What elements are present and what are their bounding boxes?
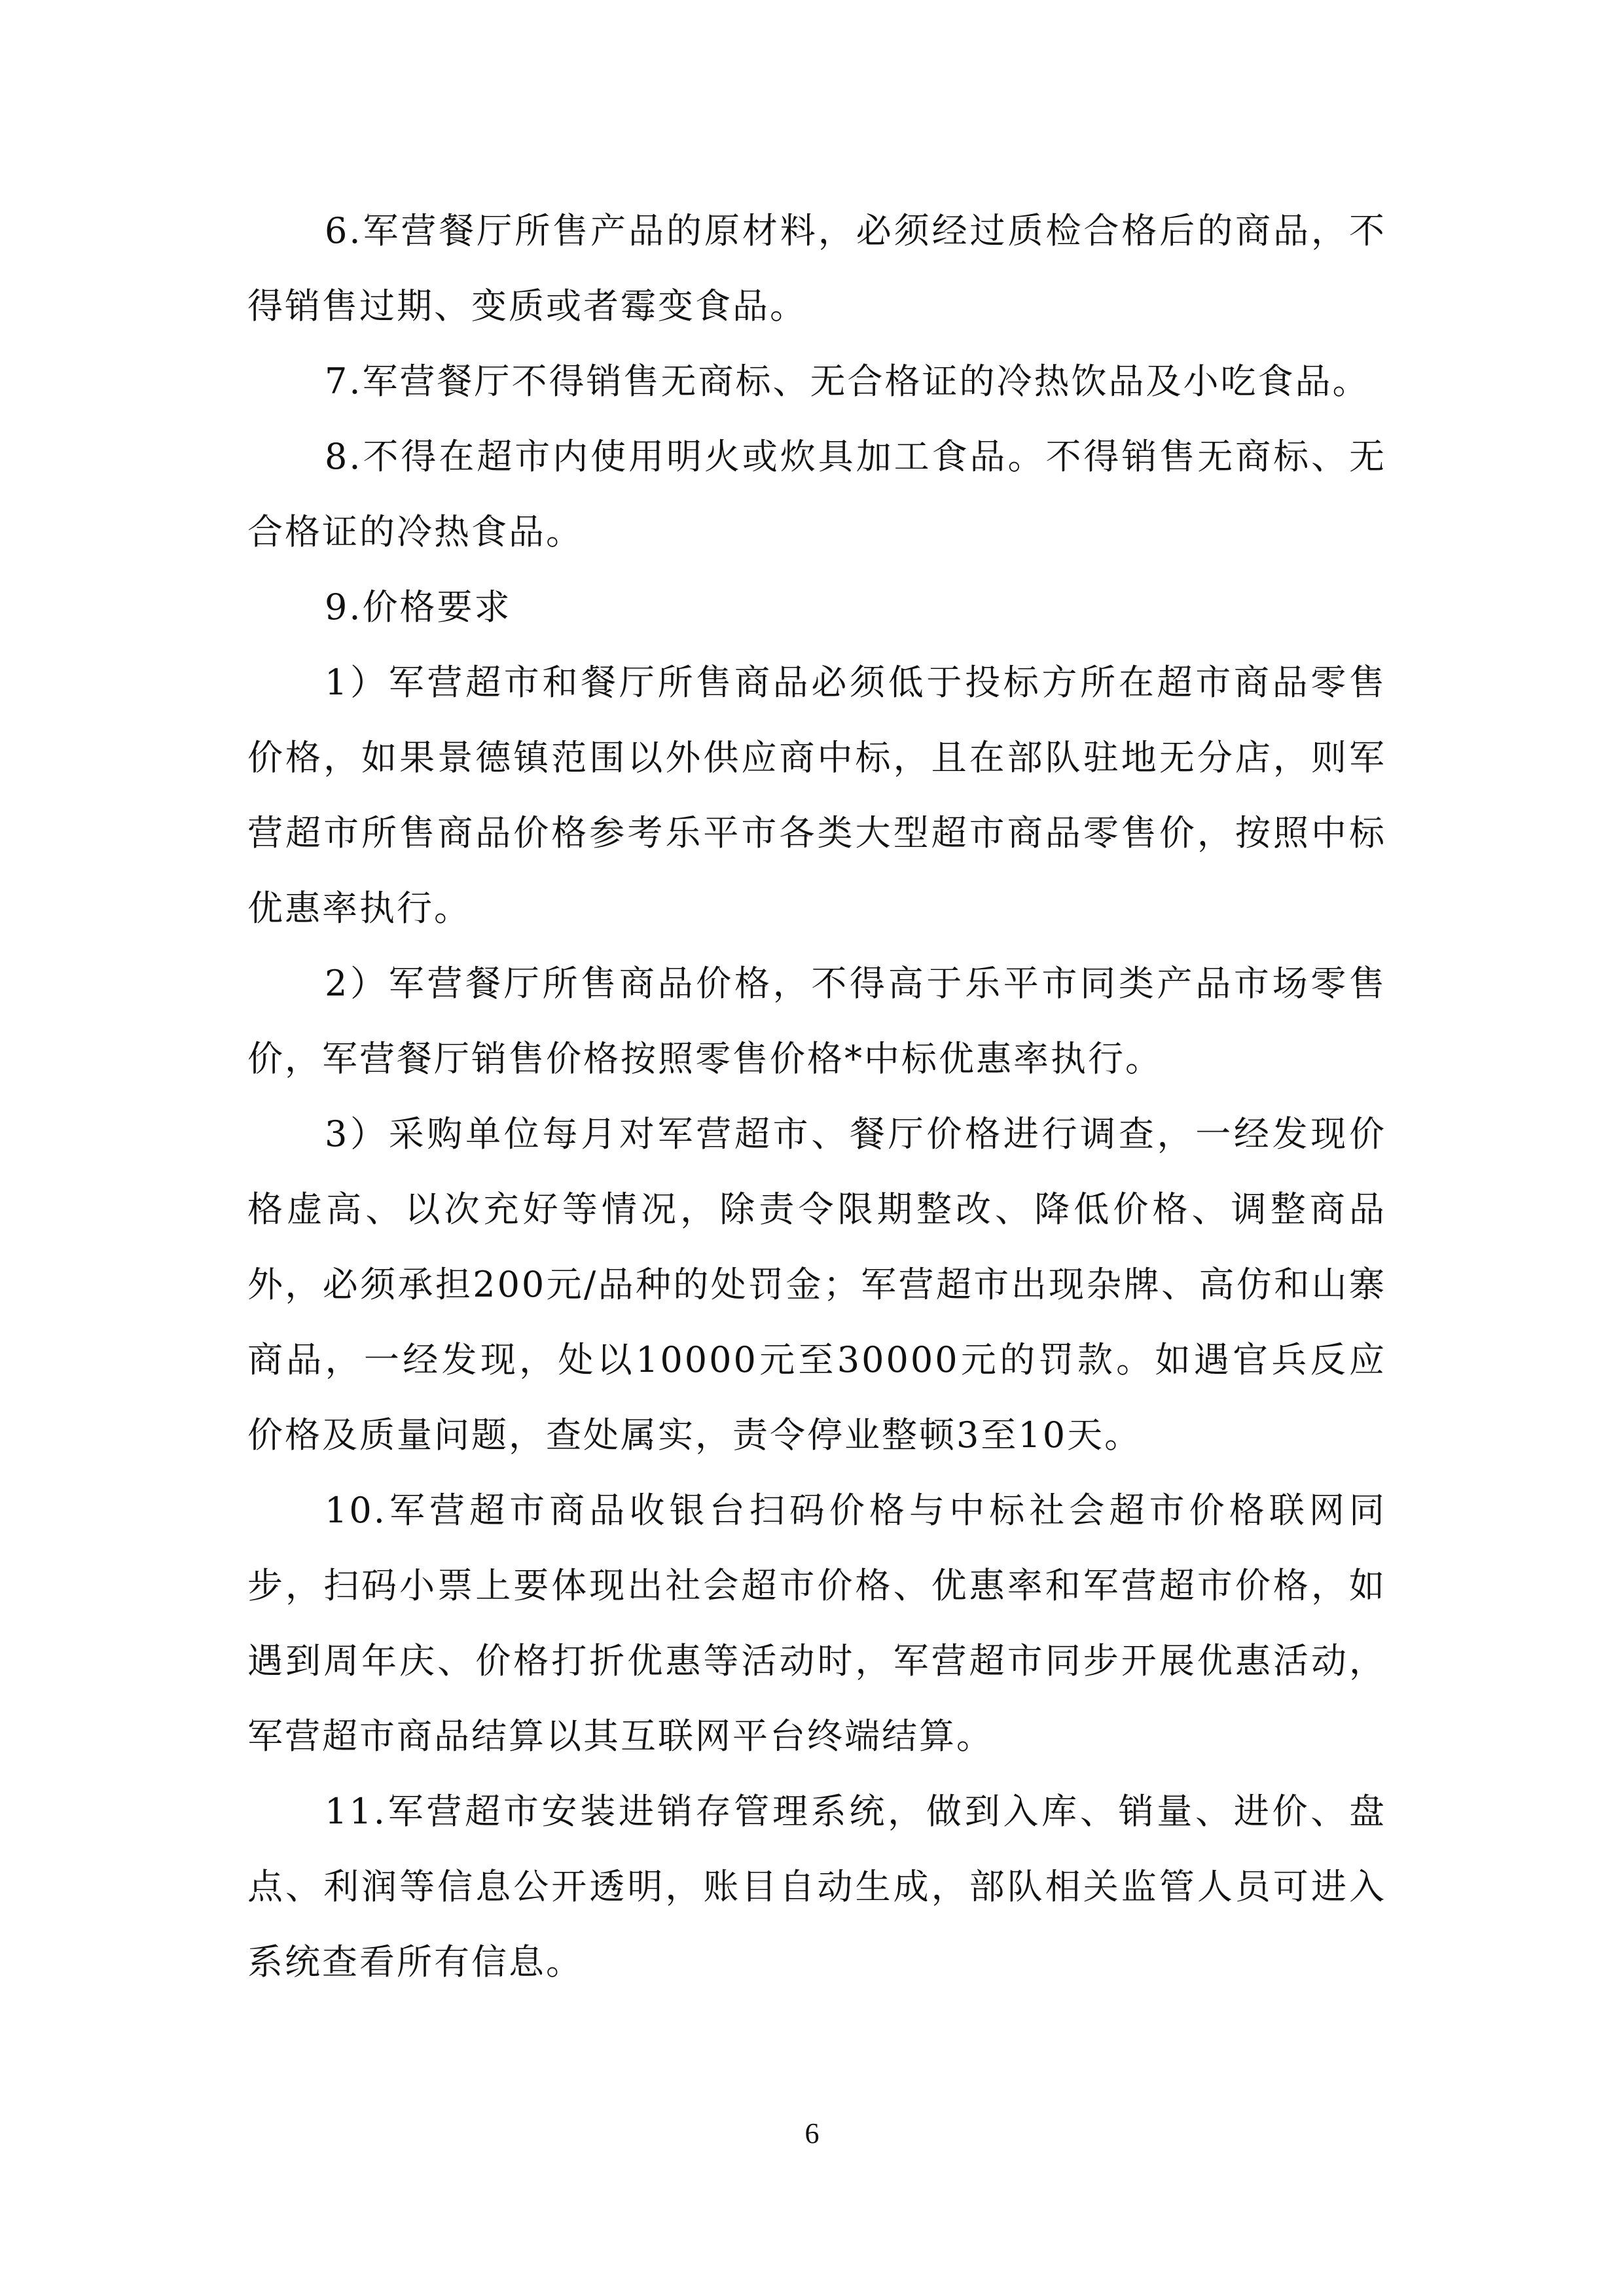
paragraph-subitem-2: 2）军营餐厅所售商品价格，不得高于乐平市同类产品市场零售价，军营餐厅销售价格按照零售价格*中标优惠率执行。 [247,963,1386,1079]
paragraph-item-6: 6.军营餐厅所售产品的原材料，必须经过质检合格后的商品，不得销售过期、变质或者霉变食品。 [247,210,1386,327]
paragraph-subitem-1: 1）军营超市和餐厅所售商品必须低于投标方所在超市商品零售价格，如果景德镇范围以外供应商中标，且在部队驻地无分店，则军营超市所售商品价格参考乐平市各类大型超市商品零售价，按照中标优惠率执行。 [247,662,1386,929]
page-number: 6 [804,2117,820,2149]
paragraph-item-11: 11.军营超市安装进销存管理系统，做到入库、销量、进价、盘点、利润等信息公开透明，账目自动生成，部队相关监管人员可进入系统查看所有信息。 [247,1791,1386,1982]
paragraph-item-9-heading: 9.价格要求 [325,586,512,628]
paragraph-item-10: 10.军营超市商品收银台扫码价格与中标社会超市价格联网同步，扫码小票上要体现出社会超市价格、优惠率和军营超市价格，如遇到周年庆、价格打折优惠等活动时，军营超市同步开展优惠活动，军营超市商品结算以其互联网平台终端结算。 [247,1490,1386,1757]
paragraph-item-7: 7.军营餐厅不得销售无商标、无合格证的冷热饮品及小吃食品。 [325,361,1370,402]
paragraph-subitem-3: 3）采购单位每月对军营超市、餐厅价格进行调查，一经发现价格虚高、以次充好等情况，除责令限期整改、降低价格、调整商品外，必须承担200元/品种的处罚金；军营超市出现杂牌、高仿和山寨商品，一经发现，处以10000元至30000元的罚款。如遇官兵反应价格及质量问题，查处属实，责令停业整顿3至10天。 [247,1113,1386,1456]
document-body [247,193,1386,2000]
paragraph-item-8: 8.不得在超市内使用明火或炊具加工食品。不得销售无商标、无合格证的冷热食品。 [247,436,1386,552]
